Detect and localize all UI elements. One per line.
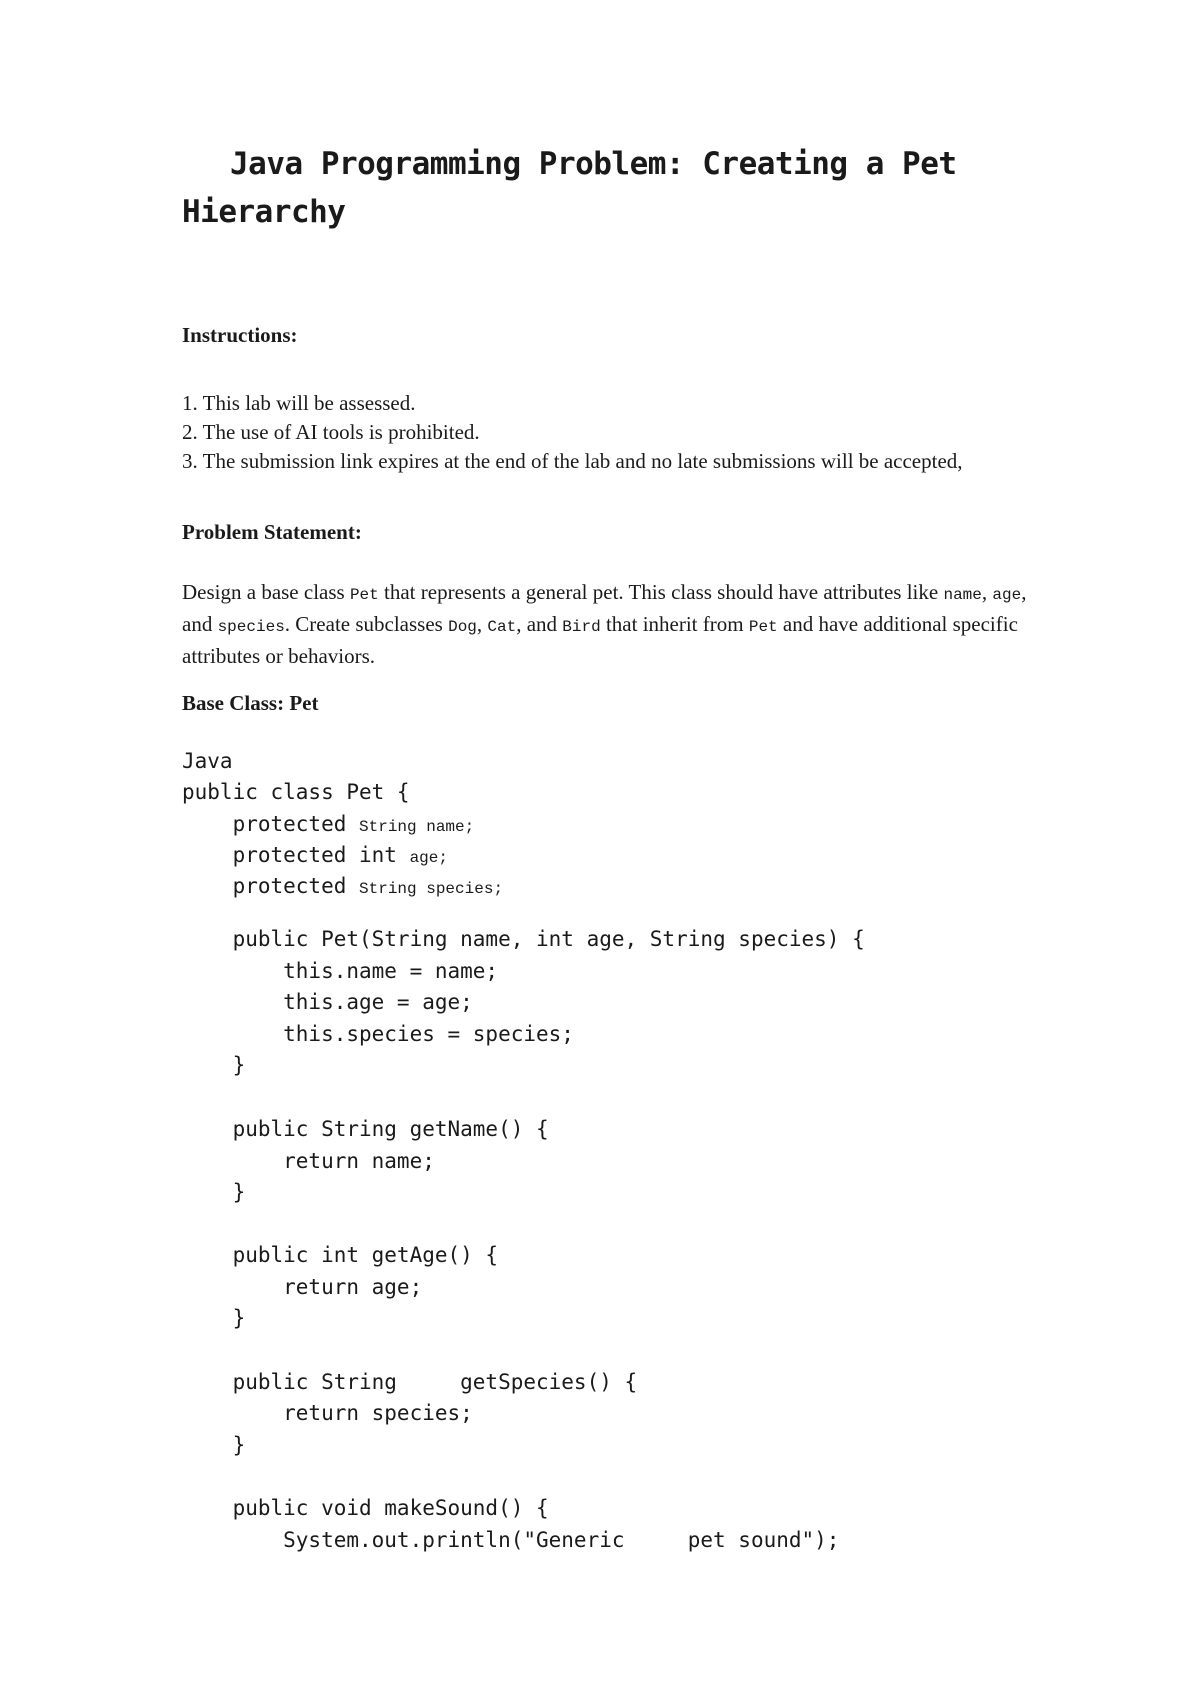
code-line: } <box>182 1433 246 1457</box>
code-segment: protected int <box>182 843 410 867</box>
code-line <box>182 873 503 902</box>
problem-statement-text <box>182 578 1052 671</box>
code-line: public void makeSound() { <box>182 1496 549 1520</box>
code-line: public int getAge() { <box>182 1243 499 1267</box>
code-line: public String getName() { <box>182 1117 549 1141</box>
problem-text-part: , and <box>516 612 563 636</box>
problem-text-part: and have additional specific attributes or behaviors. <box>182 612 1018 668</box>
problem-text-part: . Create subclasses <box>284 612 449 636</box>
code-segment: protected <box>182 874 360 898</box>
document-title: Java Programming Problem: Creating a Pet Hierarchy <box>182 146 957 230</box>
problem-text-part: , and <box>182 580 1027 636</box>
inline-code: Dog <box>448 618 477 636</box>
document-page <box>182 140 1052 1552</box>
code-segment: age; <box>409 849 448 867</box>
inline-code: Pet <box>349 586 379 604</box>
instruction-item: 2. The use of AI tools is prohibited. <box>182 420 480 444</box>
instructions-heading: Instructions: <box>182 323 298 347</box>
inline-code: name <box>943 586 982 604</box>
problem-statement-heading: Problem Statement: <box>182 520 362 544</box>
instructions-list <box>182 389 1052 476</box>
instruction-item: 3. The submission link expires at the end of the lab and no late submissions will be accepted, <box>182 449 963 473</box>
problem-text-part: Design a base class <box>182 580 350 604</box>
inline-code: Cat <box>487 618 517 636</box>
code-line: return name; <box>182 1149 435 1173</box>
code-language-label: Java <box>182 749 233 773</box>
code-line: public String getSpecies() { <box>182 1370 638 1394</box>
problem-text-part: that inherit from <box>600 612 749 636</box>
code-line: return age; <box>182 1275 423 1299</box>
inline-code: Pet <box>748 618 778 636</box>
code-line: public class Pet { <box>182 780 410 804</box>
code-segment: protected <box>182 812 360 836</box>
code-line: this.age = age; <box>182 990 473 1014</box>
problem-text-part: , <box>476 612 488 636</box>
code-line: return species; <box>182 1401 473 1425</box>
problem-text-part: that represents a general pet. This class should have attributes like <box>378 580 944 604</box>
code-line: } <box>182 1180 246 1204</box>
instruction-item: 1. This lab will be assessed. <box>182 391 416 415</box>
code-line: this.name = name; <box>182 959 499 983</box>
code-line: public Pet(String name, int age, String species) { <box>182 927 865 951</box>
inline-code: Bird <box>562 618 601 636</box>
code-line <box>182 842 448 871</box>
inline-code: species <box>217 618 285 636</box>
code-line: this.species = species; <box>182 1022 574 1046</box>
code-line: System.out.println("Generic pet sound"); <box>182 1528 840 1552</box>
code-segment: String name; <box>359 818 475 836</box>
inline-code: age <box>992 586 1022 604</box>
code-line: } <box>182 1306 246 1330</box>
code-line: } <box>182 1053 246 1077</box>
code-segment: String species; <box>359 880 504 898</box>
problem-text-part: , <box>981 580 993 604</box>
code-line <box>182 811 474 840</box>
base-class-heading: Base Class: Pet <box>182 691 319 715</box>
